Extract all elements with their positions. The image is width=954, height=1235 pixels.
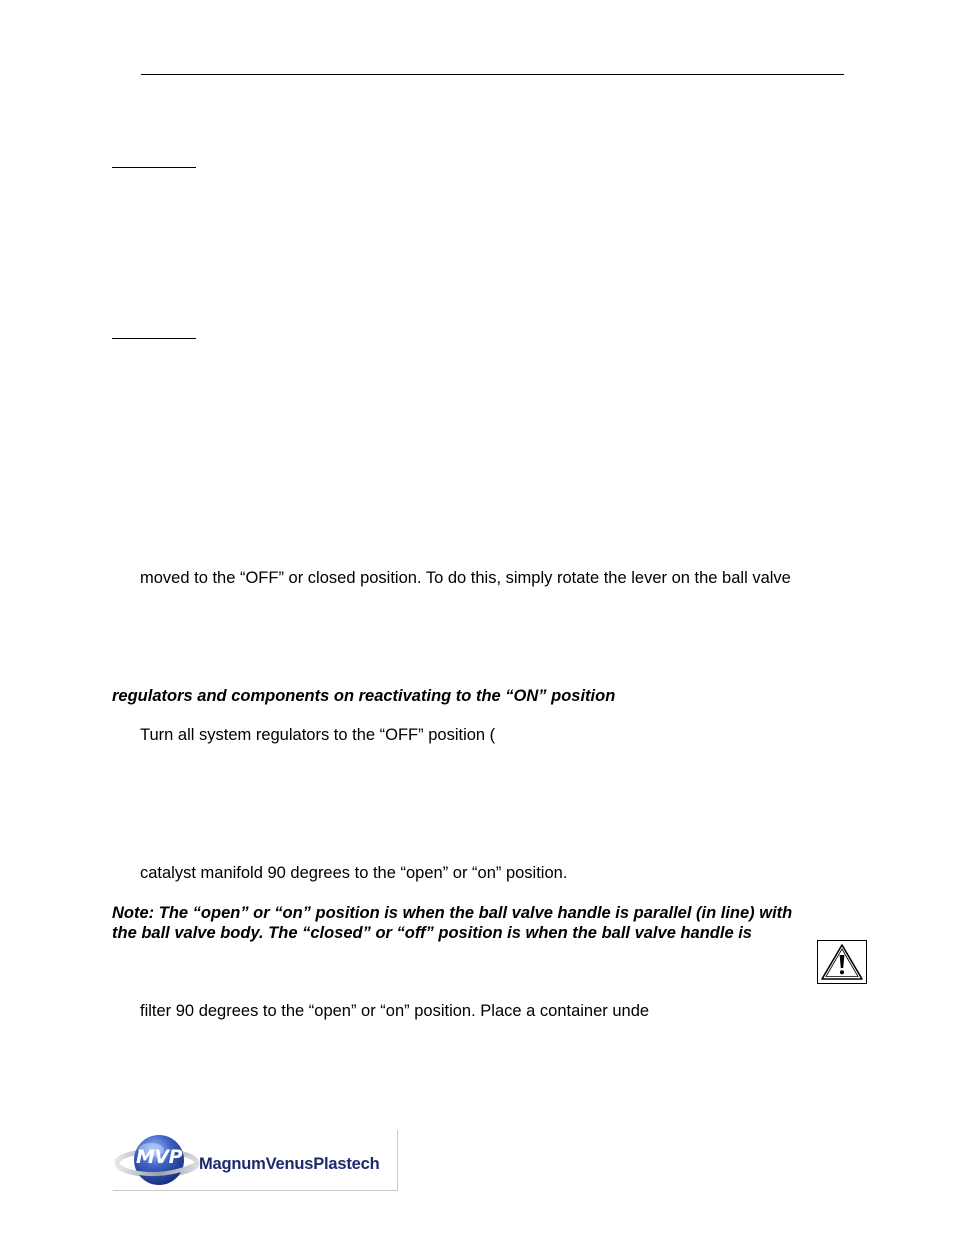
- note-text-line: Note: The “open” or “on” position is when the ball valve handle is parallel (in line) with: [112, 904, 793, 922]
- warning-box: [817, 940, 867, 984]
- emphasis-text-line: regulators and components on reactivating to the “ON” position: [112, 687, 616, 705]
- section-underline-2: [112, 338, 196, 339]
- warning-triangle-icon: [818, 941, 866, 983]
- body-text-line: Turn all system regulators to the “OFF” position (: [140, 726, 496, 744]
- body-text-line: filter 90 degrees to the “open” or “on” position. Place a container unde: [140, 1002, 650, 1020]
- header-rule: [141, 74, 844, 75]
- company-logo: [113, 1130, 398, 1191]
- logo-mark-text: MVP: [135, 1146, 183, 1168]
- body-text-line: moved to the “OFF” or closed position. To do this, simply rotate the lever on the ball valve: [140, 569, 791, 587]
- body-text-line: catalyst manifold 90 degrees to the “open” or “on” position.: [140, 864, 568, 882]
- note-text-line: the ball valve body. The “closed” or “off” position is when the ball valve handle is: [112, 924, 752, 942]
- section-underline-1: [112, 167, 196, 168]
- company-name: MagnumVenusPlastech: [199, 1155, 380, 1173]
